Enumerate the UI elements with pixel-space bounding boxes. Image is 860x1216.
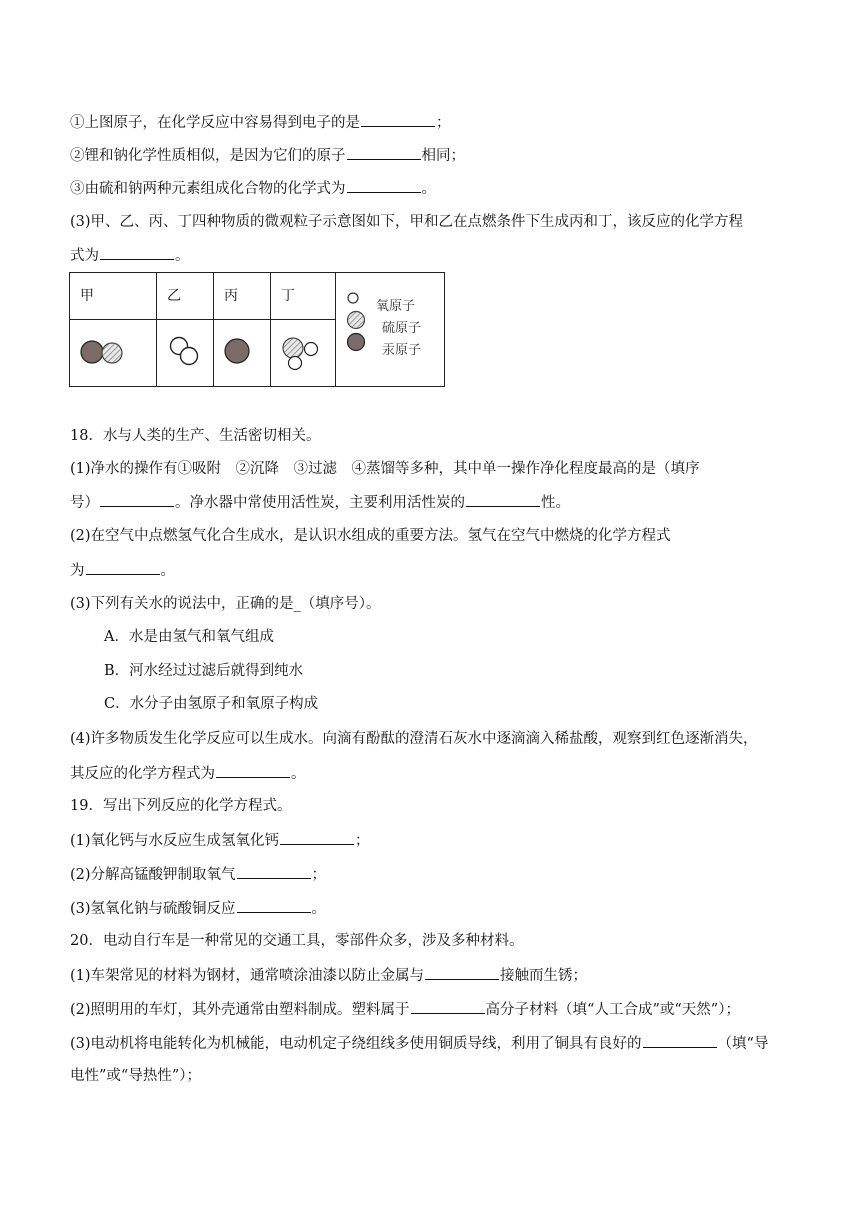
oxygen-atom-icon — [346, 291, 360, 305]
answer-blank[interactable] — [466, 492, 540, 507]
q19-p2: (2)分解高锰酸钾制取氧气 ； — [70, 864, 326, 885]
q19-p1: (1)氧化钙与水反应生成氢氧化钙 ； — [70, 830, 370, 851]
q18-title: 18．水与人类的生产、生活密切相关。 — [70, 428, 321, 444]
sulfur-atom-icon — [346, 310, 366, 330]
q17-part3-line1: (3)甲、乙、丙、丁四种物质的微观粒子示意图如下，甲和乙在点燃条件下生成丙和丁，该反应的化学方程 — [70, 214, 744, 230]
q18-p2-line2: 为 。 — [70, 560, 175, 581]
option-c[interactable]: C．水分子由氢原子和氧原子构成 — [104, 696, 319, 712]
answer-blank[interactable] — [347, 178, 421, 193]
legend-oxygen: 氧原子 — [336, 287, 444, 309]
legend-mercury: 汞原子 — [336, 331, 444, 353]
mercury-sulfide-icon — [70, 320, 156, 382]
answer-blank[interactable] — [86, 560, 160, 575]
legend-sulfur: 硫原子 — [336, 309, 444, 331]
answer-blank[interactable] — [347, 145, 421, 160]
q19-p3: (3)氢氧化钠与硫酸铜反应 。 — [70, 898, 326, 919]
mercury-atom-icon — [214, 320, 270, 382]
q18-p1-line1: (1)净水的操作有①吸附 ②沉降 ③过滤 ④蒸馏等多种，其中单一操作净化程度最高的是（填序 — [70, 461, 700, 477]
molecule-table — [69, 272, 445, 387]
q17-part3-line2: 式为 。 — [70, 245, 190, 266]
q18-p4-line1: (4)许多物质发生化学反应可以生成水。向滴有酚酞的澄清石灰水中逐滴滴入稀盐酸，观察到红色逐渐消失， — [70, 731, 758, 747]
molecule-yi — [157, 320, 214, 387]
q17-sub1: ①上图原子，在化学反应中容易得到电子的是 ； — [70, 112, 451, 133]
answer-blank[interactable] — [237, 864, 311, 879]
answer-blank[interactable] — [100, 245, 174, 260]
molecule-jia — [70, 320, 157, 387]
answer-blank[interactable] — [237, 898, 311, 913]
header-ding: 丁 — [271, 273, 336, 320]
q17-sub2: ②锂和钠化学性质相似，是因为它们的原子 相同； — [70, 145, 465, 166]
answer-blank[interactable] — [280, 830, 354, 845]
q20-title: 20．电动自行车是一种常见的交通工具，零部件众多，涉及多种材料。 — [70, 933, 524, 949]
mercury-atom-icon — [346, 332, 366, 352]
header-jia: 甲 — [70, 273, 157, 320]
q20-p1: (1)车架常见的材料为钢材，通常喷涂油漆以防止金属与 接触而生锈； — [70, 965, 587, 986]
sulfur-dioxide-icon — [271, 320, 335, 382]
answer-blank[interactable] — [411, 999, 485, 1014]
option-a[interactable]: A．水是由氢气和氧气组成 — [104, 629, 274, 645]
q17-sub3: ③由硫和钠两种元素组成化合物的化学式为 。 — [70, 178, 436, 199]
answer-blank[interactable] — [425, 965, 499, 980]
q18-p2-line1: (2)在空气中点燃氢气化合生成水，是认识水组成的重要方法。氢气在空气中燃烧的化学方程式 — [70, 528, 671, 544]
atom-legend — [336, 273, 445, 387]
molecule-ding — [271, 320, 336, 387]
q18-p3: (3)下列有关水的说法中，正确的是_（填序号）。 — [70, 596, 381, 612]
q18-p4-line2: 其反应的化学方程式为 。 — [70, 763, 306, 784]
q20-p2: (2)照明用的车灯，其外壳通常由塑料制成。塑料属于 高分子材料（填“人工合成”或“天然”）； — [70, 999, 740, 1020]
header-bing: 丙 — [214, 273, 271, 320]
q19-title: 19．写出下列反应的化学方程式。 — [70, 798, 292, 814]
answer-blank[interactable] — [361, 112, 435, 127]
answer-blank[interactable] — [100, 492, 174, 507]
header-yi: 乙 — [157, 273, 214, 320]
answer-blank[interactable] — [643, 1033, 717, 1048]
answer-blank[interactable] — [216, 763, 290, 778]
oxygen-molecule-icon — [157, 320, 213, 382]
q20-p3-line2: 电性”或“导热性”）； — [70, 1068, 201, 1084]
q20-p3-line1: (3)电动机将电能转化为机械能，电动机定子绕组线多使用铜质导线，利用了铜具有良好的 （填“导 — [70, 1033, 768, 1054]
q18-p1-line2: 号） 。净水器中常使用活性炭，主要利用活性炭的 性。 — [70, 492, 570, 513]
molecule-bing — [214, 320, 271, 387]
option-b[interactable]: B．河水经过过滤后就得到纯水 — [104, 663, 304, 679]
